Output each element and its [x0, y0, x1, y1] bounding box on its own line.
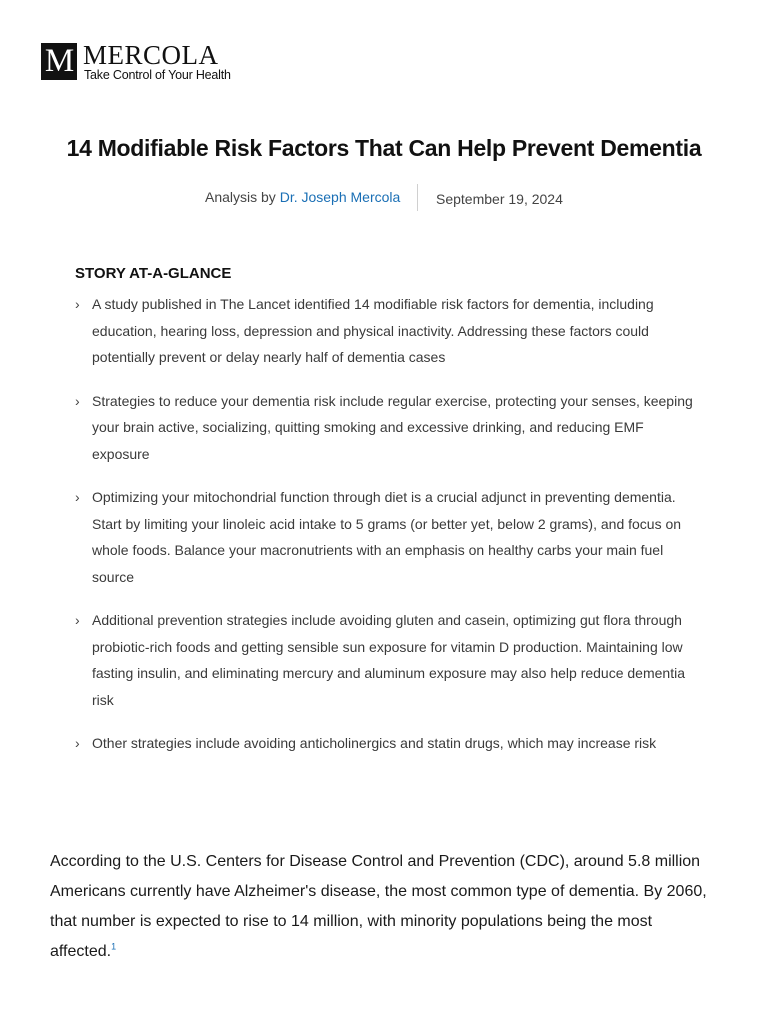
logo-wordmark[interactable]	[83, 40, 231, 82]
glance-item	[75, 388, 695, 468]
site-header	[41, 40, 231, 83]
glance-heading: STORY AT-A-GLANCE	[75, 265, 232, 282]
glance-item-text: Other strategies include avoiding anticholinergics and statin drugs, which may increase risk	[92, 735, 657, 751]
byline-author-block	[205, 189, 400, 205]
byline-prefix: Analysis by	[205, 189, 276, 205]
article-title: 14 Modifiable Risk Factors That Can Help Prevent Dementia	[66, 135, 702, 161]
brand-name: MERCOLA	[83, 40, 219, 70]
chevron-right-icon: ›	[75, 489, 80, 505]
article-paragraph	[50, 847, 720, 967]
glance-list	[75, 291, 695, 757]
glance-item	[75, 607, 695, 713]
brand-tagline: Take Control of Your Health	[84, 68, 231, 82]
glance-item	[75, 484, 695, 590]
author-link[interactable]: Dr. Joseph Mercola	[279, 189, 401, 205]
publish-date: September 19, 2024	[436, 191, 563, 207]
chevron-right-icon: ›	[75, 392, 80, 409]
byline-divider	[417, 184, 418, 211]
glance-item-text: Optimizing your mitochondrial function through diet is a crucial adjunct in preventing dementia. Start by limiting your linoleic acid intake to 5 grams (or better yet, below 2 grams), and focus on whole foods. Balance your macronutrients with an emphasis on healthy carbs your main fuel source	[92, 489, 682, 585]
glance-item-text: Additional prevention strategies include avoiding gluten and casein, optimizing gut flora through probiotic-rich foods and getting sensible sun exposure for vitamin D production. Maintaining low fasting insulin, and eliminating mercury and aluminum exposure may also help reduce dementia risk	[92, 612, 685, 708]
logo-mark[interactable]: M	[41, 43, 77, 80]
glance-item	[75, 730, 695, 757]
footnote-link[interactable]: 1	[111, 941, 117, 952]
chevron-right-icon: ›	[75, 735, 80, 751]
chevron-right-icon: ›	[75, 612, 80, 628]
byline	[0, 184, 768, 212]
story-at-a-glance	[75, 264, 695, 774]
glance-item-text: A study published in The Lancet identified 14 modifiable risk factors for dementia, including education, hearing loss, depression and physical inactivity. Addressing these factors could potentially prevent or delay nearly half of dementia cases	[92, 296, 654, 365]
chevron-right-icon: ›	[75, 296, 80, 312]
glance-item	[75, 291, 695, 371]
paragraph-text: According to the U.S. Centers for Disease Control and Prevention (CDC), around 5.8 million Americans currently have Alzheimer's disease, the most common type of dementia. By 2060, that number is expected to rise to 14 million, with minority populations being the most affected.	[50, 853, 707, 960]
glance-item-text: Strategies to reduce your dementia risk include regular exercise, protecting your senses, keeping your brain active, socializing, quitting smoking and excessive drinking, and reducing EMF exposure	[92, 392, 693, 462]
